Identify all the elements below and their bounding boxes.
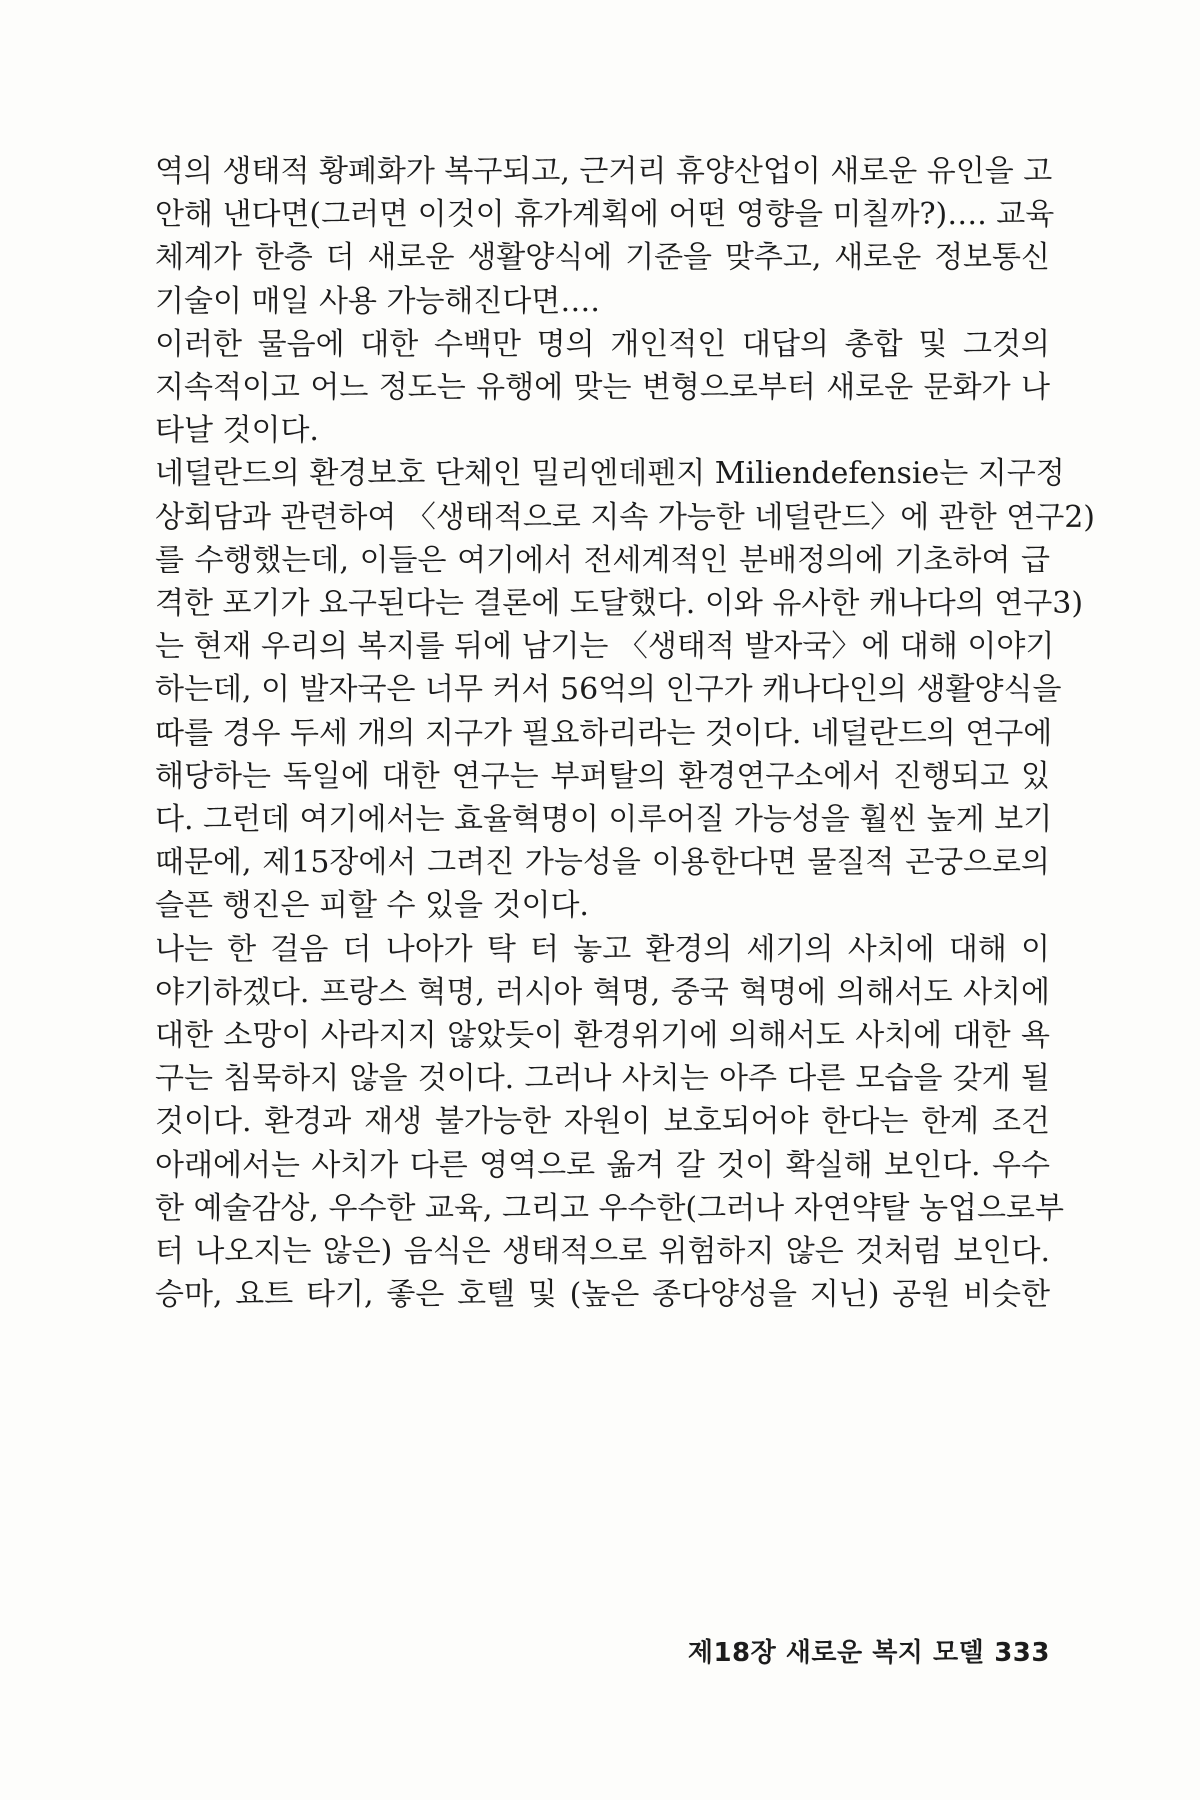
text-line: 기술이 매일 사용 가능해진다면…. bbox=[155, 283, 600, 319]
text-line: 아래에서는 사치가 다른 영역으로 옮겨 갈 것이 확실해 보인다. 우수 bbox=[155, 1147, 1050, 1183]
text-line: 것이다. 환경과 재생 불가능한 자원이 보호되어야 한다는 한계 조건 bbox=[155, 1104, 1050, 1140]
text-line: 를 수행했는데, 이들은 여기에서 전세계적인 분배정의에 기초하여 급 bbox=[155, 542, 1050, 578]
text-line: 대한 소망이 사라지지 않았듯이 환경위기에 의해서도 사치에 대한 욕 bbox=[155, 1018, 1050, 1054]
text-line: 체계가 한층 더 새로운 생활양식에 기준을 맞추고, 새로운 정보통신 bbox=[155, 240, 1050, 276]
text-line: 네덜란드의 환경보호 단체인 밀리엔데펜지 Miliendefensie는 지구정 bbox=[155, 456, 1065, 492]
text-line: 터 나오지는 않은) 음식은 생태적으로 위험하지 않은 것처럼 보인다. bbox=[155, 1234, 1050, 1270]
text-line: 따를 경우 두세 개의 지구가 필요하리라는 것이다. 네덜란드의 연구에 bbox=[155, 715, 1053, 751]
text-line: 하는데, 이 발자국은 너무 커서 56억의 인구가 캐나다인의 생활양식을 bbox=[155, 672, 1062, 708]
text-line: 나는 한 걸음 더 나아가 탁 터 놓고 환경의 세기의 사치에 대해 이 bbox=[155, 931, 1050, 967]
text-line: 격한 포기가 요구된다는 결론에 도달했다. 이와 유사한 캐나다의 연구3) bbox=[155, 586, 1084, 622]
chapter-title: 제18장 새로운 복지 모델 bbox=[687, 1638, 985, 1668]
text-line: 이러한 물음에 대한 수백만 명의 개인적인 대답의 총합 및 그것의 bbox=[155, 326, 1050, 362]
text-line: 해당하는 독일에 대한 연구는 부퍼탈의 환경연구소에서 진행되고 있 bbox=[155, 758, 1050, 794]
text-line: 슬픈 행진은 피할 수 있을 것이다. bbox=[155, 888, 589, 924]
body-text bbox=[155, 150, 1096, 1316]
text-line: 상회담과 관련하여 〈생태적으로 지속 가능한 네덜란드〉에 관한 연구2) bbox=[155, 499, 1096, 535]
paragraph-3 bbox=[155, 452, 1096, 927]
paragraph-2 bbox=[155, 323, 1050, 453]
running-footer bbox=[688, 1632, 1050, 1669]
text-line: 타날 것이다. bbox=[155, 413, 319, 449]
text-line: 한 예술감상, 우수한 교육, 그리고 우수한(그러나 자연약탈 농업으로부 bbox=[155, 1190, 1064, 1226]
paragraph-4 bbox=[155, 928, 1064, 1317]
text-line: 역의 생태적 황폐화가 복구되고, 근거리 휴양산업이 새로운 유인을 고 bbox=[155, 154, 1053, 189]
text-line: 안해 낸다면(그러면 이것이 휴가계획에 어떤 영향을 미칠까?)…. 교육 bbox=[155, 197, 1055, 233]
paragraph-1 bbox=[155, 150, 1055, 323]
text-line: 때문에, 제15장에서 그려진 가능성을 이용한다면 물질적 곤궁으로의 bbox=[155, 845, 1050, 881]
text-line: 지속적이고 어느 정도는 유행에 맞는 변형으로부터 새로운 문화가 나 bbox=[155, 370, 1050, 406]
text-line: 다. 그런데 여기에서는 효율혁명이 이루어질 가능성을 훨씬 높게 보기 bbox=[155, 802, 1053, 838]
text-line: 는 현재 우리의 복지를 뒤에 남기는 〈생태적 발자국〉에 대해 이야기 bbox=[155, 629, 1055, 665]
text-line: 구는 침묵하지 않을 것이다. 그러나 사치는 아주 다른 모습을 갖게 될 bbox=[155, 1061, 1050, 1097]
page-number: 333 bbox=[994, 1638, 1050, 1668]
text-line: 야기하겠다. 프랑스 혁명, 러시아 혁명, 중국 혁명에 의해서도 사치에 bbox=[155, 974, 1050, 1010]
text-line: 승마, 요트 타기, 좋은 호텔 및 (높은 종다양성을 지닌) 공원 비슷한 bbox=[155, 1277, 1050, 1313]
